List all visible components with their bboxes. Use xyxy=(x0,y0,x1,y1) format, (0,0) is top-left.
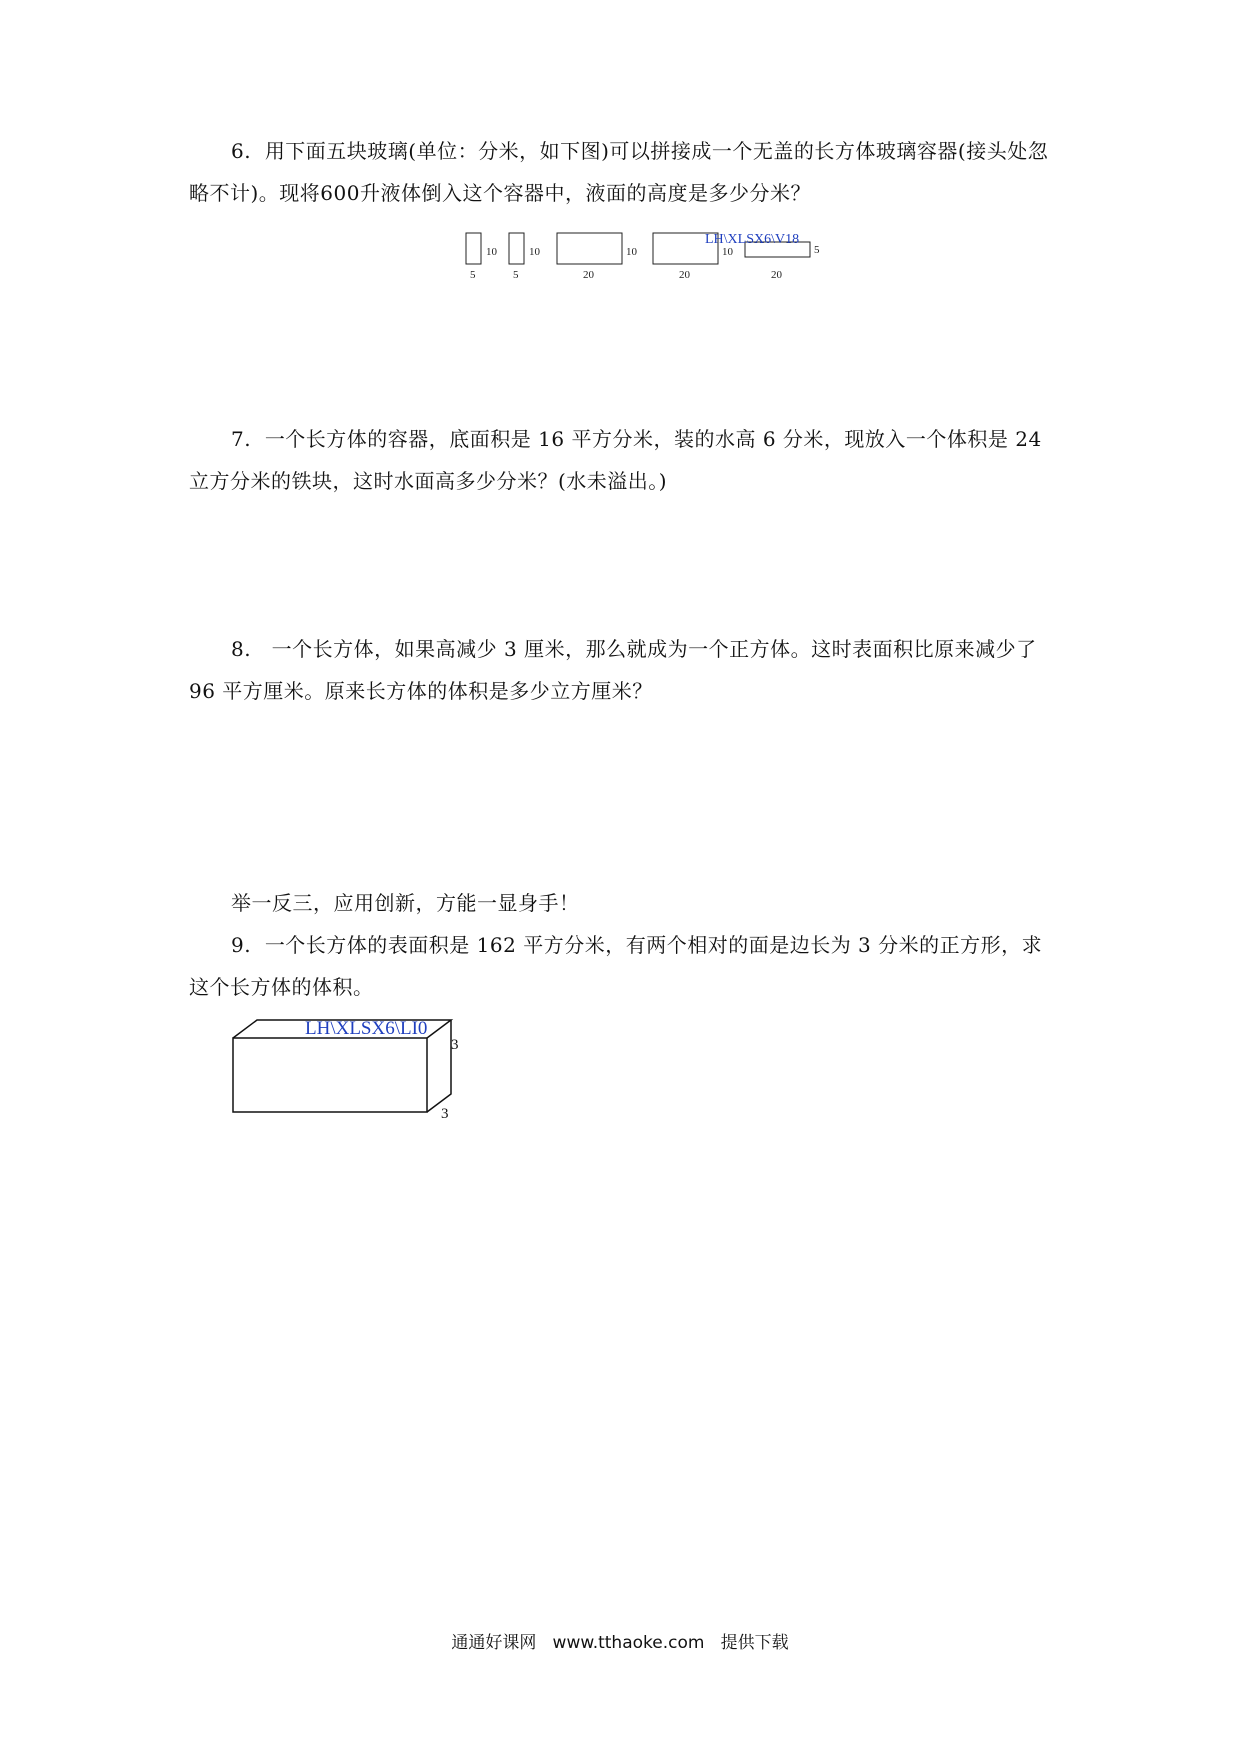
cuboid-right-face xyxy=(427,1020,451,1112)
question-number: 6. xyxy=(231,139,252,163)
footer-suffix: 提供下载 xyxy=(720,1633,789,1653)
question-6 xyxy=(189,130,1059,214)
cuboid-depth-label: 3 xyxy=(441,1106,449,1122)
section-heading xyxy=(189,882,1059,924)
question-number: 9. xyxy=(231,933,252,957)
panel-5-side-label: 5 xyxy=(814,244,820,256)
question-text: 用下面五块玻璃(单位：分米，如下图)可以拼接成一个无盖的长方体玻璃容器(接头处忽略不计)。现将600升液体倒入这个容器中，液面的高度是多少分米？ xyxy=(189,139,1049,205)
panel-1-side-label: 10 xyxy=(486,246,497,258)
question-text: 一个长方体的容器，底面积是 16 平方分米，装的水高 6 分米，现放入一个体积是 24 立方分米的铁块，这时水面高多少分米？(水未溢出。) xyxy=(189,427,1042,493)
question-8 xyxy=(189,628,1059,712)
panel-3-bottom-label: 20 xyxy=(583,269,594,281)
question-text: 一个长方体的表面积是 162 平方分米，有两个相对的面是边长为 3 分米的正方形，求这个长方体的体积。 xyxy=(189,933,1043,999)
glass-panel-1 xyxy=(466,233,481,264)
question-number: 8. xyxy=(231,637,252,661)
glass-figure-code-label: LH\XLSX6\V18 xyxy=(705,232,800,247)
panel-4-side-label: 10 xyxy=(722,246,733,258)
cuboid-figure-code-label: LH\XLSX6\LI0 xyxy=(305,1018,428,1039)
panel-2-bottom-label: 5 xyxy=(513,269,519,281)
glass-panel-3 xyxy=(557,233,622,264)
page-footer xyxy=(0,1628,1240,1653)
glass-panel-2 xyxy=(509,233,524,264)
panel-1-bottom-label: 5 xyxy=(470,269,476,281)
panel-2-side-label: 10 xyxy=(529,246,540,258)
question-7 xyxy=(189,418,1059,502)
cuboid-front-face xyxy=(233,1038,427,1112)
question-9 xyxy=(189,924,1059,1008)
panel-3-side-label: 10 xyxy=(626,246,637,258)
cuboid-height-label: 3 xyxy=(451,1037,459,1053)
panel-5-bottom-label: 20 xyxy=(771,269,782,281)
footer-site-name: 通通好课网 xyxy=(451,1633,537,1653)
footer-url: www.tthaoke.com xyxy=(552,1633,705,1653)
question-number: 7. xyxy=(231,427,252,451)
panel-4-bottom-label: 20 xyxy=(679,269,690,281)
question-text: 一个长方体，如果高减少 3 厘米，那么就成为一个正方体。这时表面积比原来减少了 96 平方厘米。原来长方体的体积是多少立方厘米？ xyxy=(189,637,1037,703)
section-heading-text: 举一反三，应用创新，方能一显身手！ xyxy=(231,891,580,915)
